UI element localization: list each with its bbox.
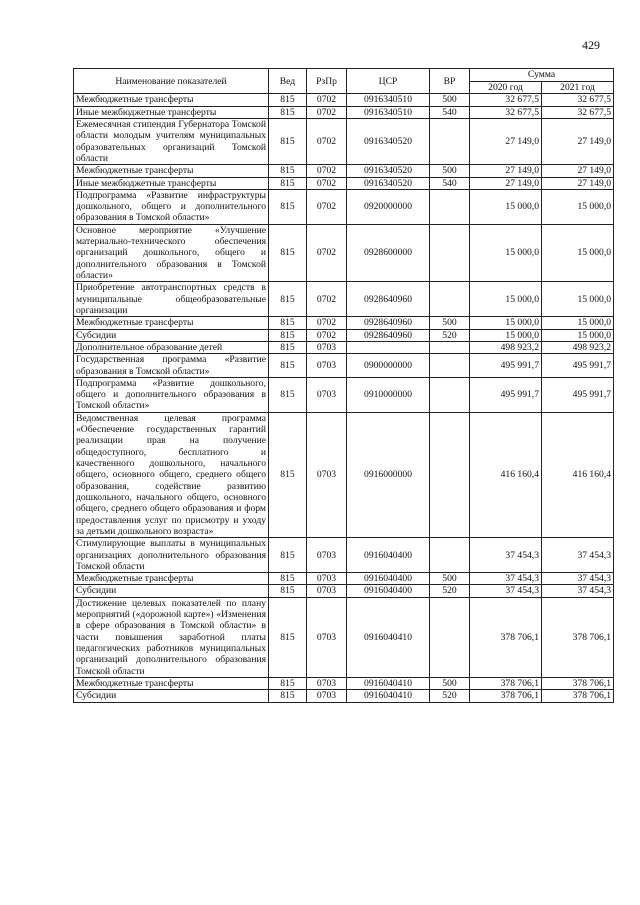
cell-ved: 815	[269, 189, 307, 224]
cell-ved: 815	[269, 317, 307, 329]
cell-rzpr: 0702	[307, 106, 347, 118]
cell-vr: 500	[430, 165, 470, 177]
cell-name: Приобретение автотранспортных средств в муниципальные общеобразовательные организации	[74, 282, 269, 317]
cell-csr: 0916040410	[347, 690, 430, 702]
header-rzpr: РзПр	[307, 69, 347, 94]
table-row	[74, 377, 614, 412]
cell-sum-2020: 15 000,0	[470, 317, 542, 329]
cell-sum-2021: 416 160,4	[542, 412, 614, 537]
cell-vr: 540	[430, 177, 470, 189]
cell-sum-2021: 495 991,7	[542, 354, 614, 378]
cell-vr	[430, 412, 470, 537]
cell-vr: 520	[430, 690, 470, 702]
table-row	[74, 317, 614, 329]
cell-rzpr: 0703	[307, 597, 347, 677]
table-row	[74, 412, 614, 537]
cell-csr: 0916040410	[347, 677, 430, 689]
cell-name: Стимулирующие выплаты в муниципальных организациях дополнительного образования Томской области	[74, 538, 269, 573]
table-body	[74, 94, 614, 702]
cell-csr: 0928640960	[347, 329, 430, 341]
cell-rzpr: 0703	[307, 690, 347, 702]
cell-ved: 815	[269, 538, 307, 573]
cell-csr: 0916040400	[347, 538, 430, 573]
cell-sum-2021: 32 677,5	[542, 106, 614, 118]
cell-rzpr: 0703	[307, 573, 347, 585]
table-row	[74, 597, 614, 677]
cell-rzpr: 0703	[307, 585, 347, 597]
cell-sum-2021: 15 000,0	[542, 189, 614, 224]
cell-sum-2021: 27 149,0	[542, 177, 614, 189]
cell-rzpr: 0702	[307, 177, 347, 189]
cell-sum-2020: 498 923,2	[470, 341, 542, 353]
cell-csr: 0920000000	[347, 189, 430, 224]
cell-ved: 815	[269, 354, 307, 378]
cell-rzpr: 0702	[307, 224, 347, 282]
cell-sum-2021: 37 454,3	[542, 538, 614, 573]
cell-rzpr: 0703	[307, 412, 347, 537]
cell-sum-2021: 15 000,0	[542, 282, 614, 317]
cell-csr: 0900000000	[347, 354, 430, 378]
cell-csr: 0910000000	[347, 377, 430, 412]
cell-ved: 815	[269, 573, 307, 585]
cell-sum-2020: 15 000,0	[470, 329, 542, 341]
cell-rzpr: 0702	[307, 282, 347, 317]
header-year-2020: 2020 год	[470, 82, 542, 94]
cell-rzpr: 0703	[307, 341, 347, 353]
cell-vr: 500	[430, 317, 470, 329]
cell-ved: 815	[269, 282, 307, 317]
cell-ved: 815	[269, 412, 307, 537]
cell-rzpr: 0703	[307, 377, 347, 412]
cell-sum-2020: 378 706,1	[470, 690, 542, 702]
cell-name: Иные межбюджетные трансферты	[74, 106, 269, 118]
cell-sum-2021: 37 454,3	[542, 585, 614, 597]
cell-vr: 520	[430, 585, 470, 597]
cell-sum-2021: 27 149,0	[542, 165, 614, 177]
cell-rzpr: 0702	[307, 329, 347, 341]
table-row	[74, 282, 614, 317]
cell-sum-2020: 37 454,3	[470, 585, 542, 597]
cell-sum-2021: 378 706,1	[542, 677, 614, 689]
header-sum: Сумма	[470, 69, 614, 82]
cell-csr: 0916340510	[347, 94, 430, 106]
cell-sum-2020: 32 677,5	[470, 94, 542, 106]
cell-name: Подпрограмма «Развитие дошкольного, общего и дополнительного образования в Томской области»	[74, 377, 269, 412]
cell-ved: 815	[269, 165, 307, 177]
cell-name: Межбюджетные трансферты	[74, 165, 269, 177]
cell-sum-2020: 37 454,3	[470, 538, 542, 573]
cell-vr	[430, 189, 470, 224]
cell-sum-2020: 32 677,5	[470, 106, 542, 118]
cell-csr: 0916040400	[347, 585, 430, 597]
header-csr: ЦСР	[347, 69, 430, 94]
cell-vr	[430, 341, 470, 353]
cell-sum-2020: 37 454,3	[470, 573, 542, 585]
cell-rzpr: 0703	[307, 354, 347, 378]
header-name: Наименование показателей	[74, 69, 269, 94]
cell-sum-2021: 32 677,5	[542, 94, 614, 106]
cell-vr	[430, 118, 470, 164]
cell-name: Межбюджетные трансферты	[74, 677, 269, 689]
cell-vr: 500	[430, 94, 470, 106]
cell-rzpr: 0702	[307, 189, 347, 224]
cell-name: Субсидии	[74, 585, 269, 597]
cell-vr	[430, 282, 470, 317]
cell-vr	[430, 377, 470, 412]
table-row	[74, 354, 614, 378]
cell-ved: 815	[269, 118, 307, 164]
cell-name: Иные межбюджетные трансферты	[74, 177, 269, 189]
table-row	[74, 585, 614, 597]
cell-rzpr: 0703	[307, 538, 347, 573]
cell-csr: 0916340520	[347, 165, 430, 177]
cell-sum-2020: 27 149,0	[470, 165, 542, 177]
cell-name: Дополнительное образование детей	[74, 341, 269, 353]
cell-ved: 815	[269, 585, 307, 597]
cell-name: Основное мероприятие «Улучшение материально-технического обеспечения организаций дошкольного, общего и дополнительного образования в Томской области»	[74, 224, 269, 282]
table-row	[74, 106, 614, 118]
cell-sum-2020: 378 706,1	[470, 677, 542, 689]
cell-rzpr: 0702	[307, 317, 347, 329]
table-row	[74, 177, 614, 189]
cell-sum-2021: 495 991,7	[542, 377, 614, 412]
cell-ved: 815	[269, 377, 307, 412]
cell-sum-2020: 15 000,0	[470, 189, 542, 224]
cell-vr	[430, 354, 470, 378]
cell-ved: 815	[269, 677, 307, 689]
cell-ved: 815	[269, 329, 307, 341]
header-vr: ВР	[430, 69, 470, 94]
cell-sum-2021: 15 000,0	[542, 329, 614, 341]
cell-vr	[430, 224, 470, 282]
cell-name: Межбюджетные трансферты	[74, 94, 269, 106]
cell-csr: 0928640960	[347, 317, 430, 329]
cell-csr: 0916000000	[347, 412, 430, 537]
table-row	[74, 329, 614, 341]
cell-rzpr: 0702	[307, 118, 347, 164]
budget-table	[73, 68, 614, 703]
table-row	[74, 224, 614, 282]
cell-sum-2021: 15 000,0	[542, 224, 614, 282]
cell-sum-2020: 15 000,0	[470, 224, 542, 282]
cell-csr: 0916040400	[347, 573, 430, 585]
cell-sum-2021: 498 923,2	[542, 341, 614, 353]
cell-rzpr: 0702	[307, 165, 347, 177]
cell-sum-2021: 378 706,1	[542, 597, 614, 677]
cell-rzpr: 0702	[307, 94, 347, 106]
cell-sum-2020: 15 000,0	[470, 282, 542, 317]
cell-name: Достижение целевых показателей по плану мероприятий («дорожной карте») «Изменения в сфере образования в Томской области» в части повышения заработной платы педагогических работников муниципальных организаций дополнительного образования Томской области	[74, 597, 269, 677]
cell-name: Субсидии	[74, 690, 269, 702]
table-row	[74, 677, 614, 689]
header-year-2021: 2021 год	[542, 82, 614, 94]
cell-ved: 815	[269, 177, 307, 189]
cell-csr: 0916040410	[347, 597, 430, 677]
cell-csr	[347, 341, 430, 353]
cell-csr: 0928640960	[347, 282, 430, 317]
page-number: 429	[582, 38, 600, 52]
cell-ved: 815	[269, 106, 307, 118]
cell-csr: 0916340520	[347, 177, 430, 189]
cell-name: Межбюджетные трансферты	[74, 317, 269, 329]
cell-name: Подпрограмма «Развитие инфраструктуры дошкольного, общего и дополнительного образования в Томской области»	[74, 189, 269, 224]
table-row	[74, 538, 614, 573]
cell-sum-2021: 27 149,0	[542, 118, 614, 164]
cell-ved: 815	[269, 690, 307, 702]
cell-sum-2020: 495 991,7	[470, 354, 542, 378]
cell-vr: 500	[430, 677, 470, 689]
cell-sum-2021: 15 000,0	[542, 317, 614, 329]
cell-vr: 500	[430, 573, 470, 585]
cell-sum-2020: 416 160,4	[470, 412, 542, 537]
table-row	[74, 341, 614, 353]
cell-vr: 540	[430, 106, 470, 118]
table-row	[74, 118, 614, 164]
table-row	[74, 573, 614, 585]
cell-vr	[430, 597, 470, 677]
table-row	[74, 94, 614, 106]
cell-vr	[430, 538, 470, 573]
cell-name: Субсидии	[74, 329, 269, 341]
cell-sum-2020: 495 991,7	[470, 377, 542, 412]
cell-rzpr: 0703	[307, 677, 347, 689]
table-row	[74, 189, 614, 224]
cell-sum-2021: 378 706,1	[542, 690, 614, 702]
cell-ved: 815	[269, 341, 307, 353]
table-row	[74, 165, 614, 177]
cell-csr: 0928600000	[347, 224, 430, 282]
cell-vr: 520	[430, 329, 470, 341]
cell-csr: 0916340510	[347, 106, 430, 118]
cell-name: Государственная программа «Развитие образования в Томской области»	[74, 354, 269, 378]
cell-name: Ежемесячная стипендия Губернатора Томской области молодым учителям муниципальных образовательных организаций Томской области	[74, 118, 269, 164]
cell-sum-2020: 27 149,0	[470, 118, 542, 164]
cell-ved: 815	[269, 597, 307, 677]
header-ved: Вед	[269, 69, 307, 94]
cell-sum-2020: 27 149,0	[470, 177, 542, 189]
cell-name: Ведомственная целевая программа «Обеспечение государственных гарантий реализации прав на получение общедоступного, бесплатного и качественного дошкольного, начального общего, основного общего, среднего общего образования, содействие развитию дошкольного, начального общего, основного общего, среднего общего образования и форм предоставления услуг по присмотру и уходу за детьми дошкольного возраста»	[74, 412, 269, 537]
cell-csr: 0916340520	[347, 118, 430, 164]
cell-sum-2021: 37 454,3	[542, 573, 614, 585]
table-row	[74, 690, 614, 702]
cell-ved: 815	[269, 224, 307, 282]
cell-name: Межбюджетные трансферты	[74, 573, 269, 585]
cell-sum-2020: 378 706,1	[470, 597, 542, 677]
cell-ved: 815	[269, 94, 307, 106]
